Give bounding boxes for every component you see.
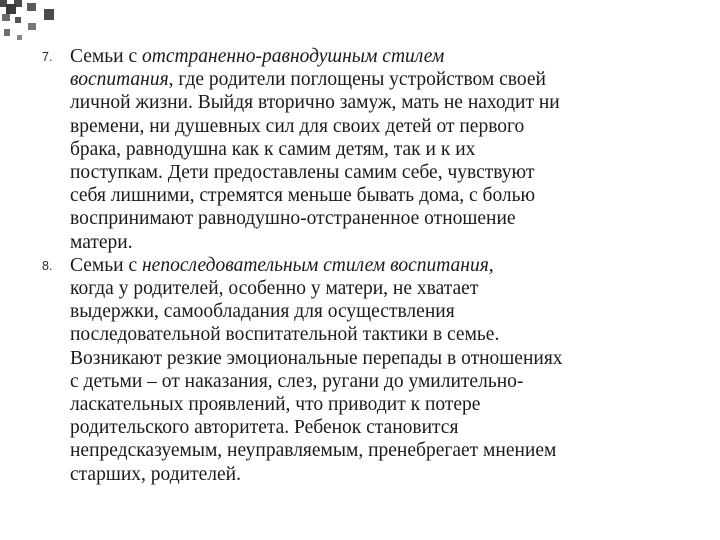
decor-square bbox=[28, 23, 36, 30]
text-line: себя лишними, стремятся меньше бывать дома, с болью bbox=[70, 185, 536, 207]
text-line: поступкам. Дети предоставлены самим себе, чувствуют bbox=[70, 162, 535, 184]
text-segment: , bbox=[488, 254, 494, 276]
text-line bbox=[70, 45, 692, 68]
list-number: 8. bbox=[42, 258, 53, 273]
list-item bbox=[42, 45, 692, 254]
text-line: времени, ни душевных сил для своих детей от первого bbox=[70, 115, 525, 137]
text-line: старших, родителей. bbox=[70, 463, 241, 485]
decor-square bbox=[17, 35, 22, 40]
decor-square bbox=[27, 3, 36, 11]
italic-term: воспитания bbox=[70, 69, 169, 91]
text-line bbox=[70, 254, 692, 277]
decor-square bbox=[6, 4, 16, 14]
text-line: выдержки, самообладания для осуществления bbox=[70, 301, 455, 323]
text-line: ласкательных проявлений, что приводит к потере bbox=[70, 394, 481, 416]
italic-term: непоследовательным стилем воспитания bbox=[141, 254, 489, 276]
text-line: Возникают резкие эмоциональные перепады в отношениях bbox=[70, 347, 563, 369]
decor-square bbox=[4, 29, 10, 36]
decor-square bbox=[44, 9, 54, 20]
text-line bbox=[70, 68, 692, 91]
text-segment: , где родители поглощены устройством своей bbox=[168, 69, 546, 91]
text-line: воспринимают равнодушно-отстраненное отношение bbox=[70, 208, 516, 230]
text-line: личной жизни. Выйдя вторично замуж, мать не находит ни bbox=[70, 92, 560, 114]
text-line: родительского авторитета. Ребенок становится bbox=[70, 417, 459, 439]
text-line: матери. bbox=[70, 231, 133, 253]
text-line: непредсказуемым, неуправляемым, пренебрегает мнением bbox=[70, 440, 557, 462]
numbered-list bbox=[42, 45, 692, 486]
text-segment: Семьи с bbox=[70, 46, 142, 67]
italic-term: отстраненно-равнодушным стилем bbox=[141, 46, 445, 67]
list-number: 7. bbox=[42, 50, 53, 64]
text-line: брака, равнодушна как к самим детям, так и к их bbox=[70, 138, 476, 160]
decor-square bbox=[15, 17, 21, 23]
text-line: последовательной воспитательной тактики в семье. bbox=[70, 324, 500, 346]
list-item bbox=[42, 254, 692, 486]
decor-square bbox=[0, 0, 7, 7]
decor-square bbox=[2, 14, 10, 21]
text-line: с детьми – от наказания, слез, ругани до умилительно- bbox=[70, 370, 524, 392]
text-line: когда у родителей, особенно у матери, не хватает bbox=[70, 278, 479, 300]
decorative-squares-icon bbox=[0, 0, 70, 50]
text-segment: Семьи с bbox=[70, 254, 142, 276]
